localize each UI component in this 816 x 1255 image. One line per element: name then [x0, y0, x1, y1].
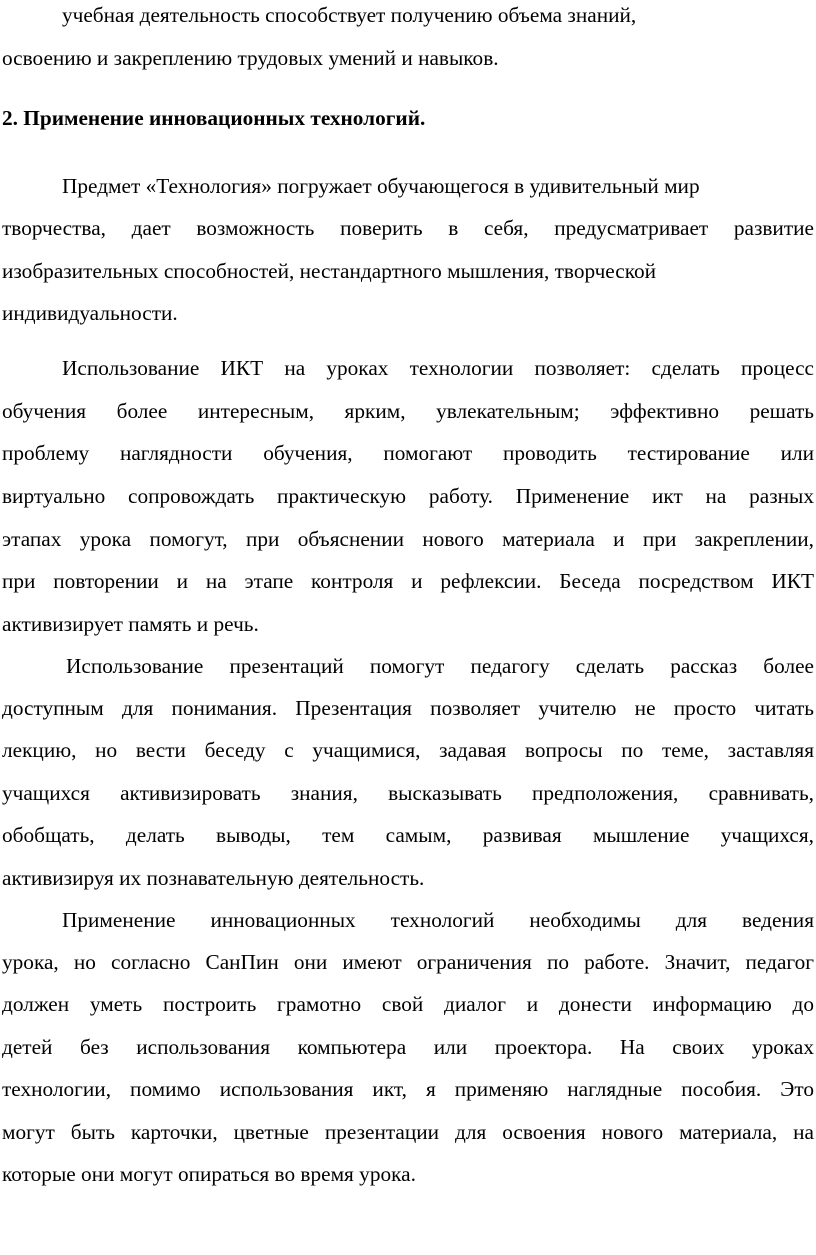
paragraph-4-line: Применение инновационных технологий необходимы для ведения: [62, 908, 814, 932]
paragraph-4-line: должен уметь построить грамотно свой диалог и донести информацию до: [2, 992, 814, 1016]
paragraph-4-line: детей без использования компьютера или проектора. На своих уроках: [2, 1035, 814, 1059]
paragraph-3-line: обобщать, делать выводы, тем самым, развивая мышление учащихся,: [2, 823, 814, 847]
paragraph-2-line: активизирует память и речь.: [2, 612, 259, 636]
paragraph-2-line: при повторении и на этапе контроля и рефлексии. Беседа посредством ИКТ: [2, 569, 814, 593]
paragraph-4-line: технологии, помимо использования икт, я применяю наглядные пособия. Это: [2, 1077, 814, 1101]
paragraph-3-line: лекцию, но вести беседу с учащимися, задавая вопросы по теме, заставляя: [2, 738, 814, 762]
paragraph-2-line: этапах урока помогут, при объяснении нового материала и при закреплении,: [2, 527, 814, 551]
paragraph-4-line: урока, но согласно СанПин они имеют ограничения по работе. Значит, педагог: [2, 950, 814, 974]
section-heading: 2. Применение инновационных технологий.: [2, 106, 426, 130]
paragraph-1-line: творчества, дает возможность поверить в себя, предусматривает развитие: [2, 216, 814, 240]
paragraph-4-line: могут быть карточки, цветные презентации для освоения нового материала, на: [2, 1120, 814, 1144]
paragraph-1-line: Предмет «Технология» погружает обучающегося в удивительный мир: [62, 174, 700, 198]
paragraph-2-line: Использование ИКТ на уроках технологии позволяет: сделать процесс: [62, 356, 814, 380]
paragraph-2-line: обучения более интересным, ярким, увлекательным; эффективно решать: [2, 399, 814, 423]
intro-line: учебная деятельность способствует получению объема знаний,: [62, 3, 637, 27]
paragraph-3-line: доступным для понимания. Презентация позволяет учителю не просто читать: [2, 696, 814, 720]
paragraph-2-line: проблему наглядности обучения, помогают проводить тестирование или: [2, 441, 814, 465]
paragraph-1-line: изобразительных способностей, нестандартного мышления, творческой: [2, 259, 657, 283]
paragraph-3-line: активизируя их познавательную деятельность.: [2, 866, 425, 890]
paragraph-4-line: которые они могут опираться во время урока.: [2, 1162, 416, 1186]
paragraph-1-line: индивидуальности.: [2, 301, 178, 325]
paragraph-3-line: учащихся активизировать знания, высказывать предположения, сравнивать,: [2, 781, 814, 805]
paragraph-3-line: Использование презентаций помогут педагогу сделать рассказ более: [66, 654, 814, 678]
paragraph-2-line: виртуально сопровождать практическую работу. Применение икт на разных: [2, 484, 814, 508]
intro-line: освоению и закреплению трудовых умений и навыков.: [2, 46, 499, 70]
